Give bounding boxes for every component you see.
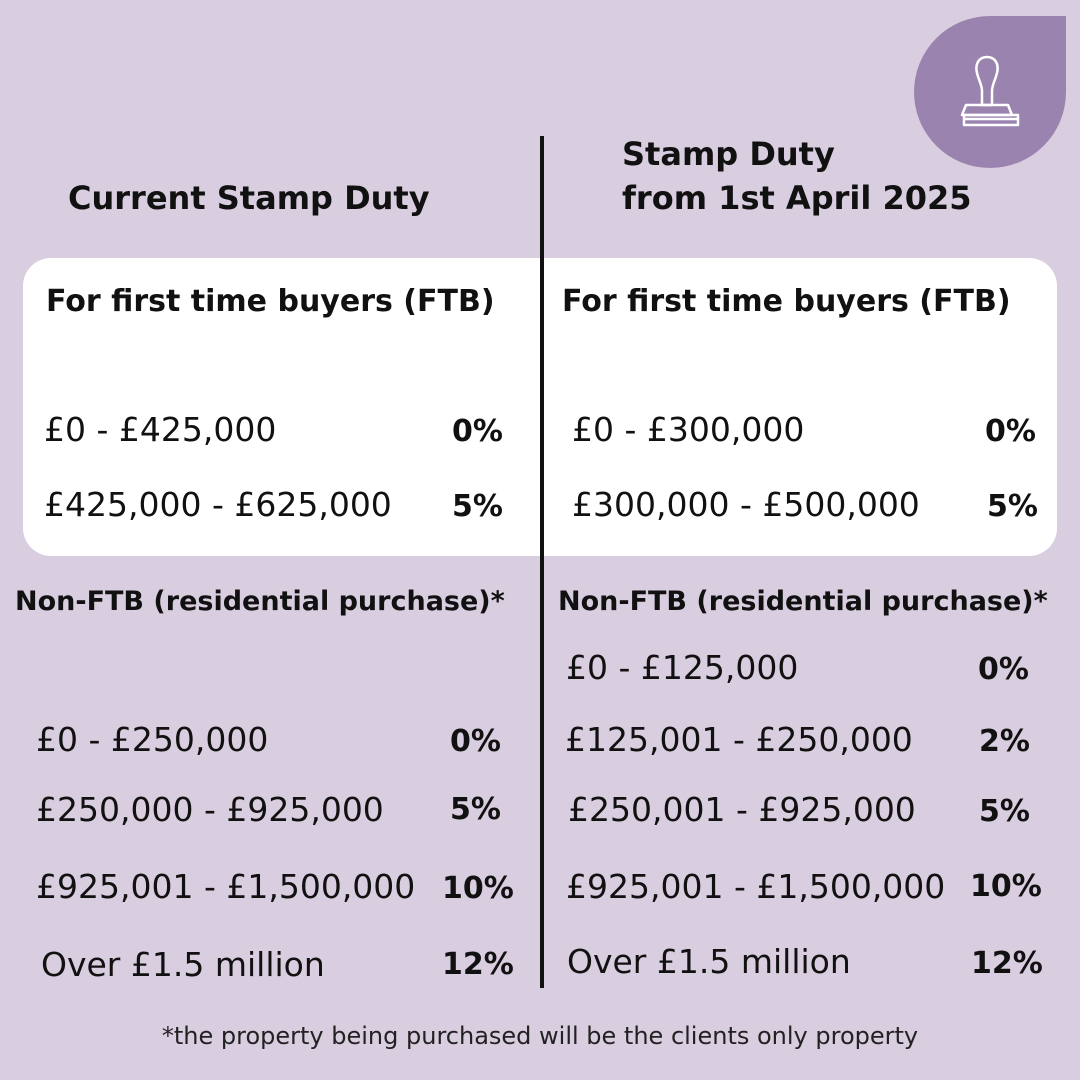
right-nonftb-rate: 2% [979, 724, 1030, 759]
left-ftb-range: £425,000 - £625,000 [44, 485, 392, 524]
right-ftb-range: £0 - £300,000 [572, 410, 805, 449]
right-nonftb-range: £125,001 - £250,000 [565, 720, 913, 759]
left-ftb-rate: 5% [452, 489, 503, 524]
left-nonftb-range: Over £1.5 million [41, 945, 325, 984]
right-ftb-rate: 5% [987, 489, 1038, 524]
column-divider [540, 136, 544, 988]
right-ftb-rate: 0% [985, 414, 1036, 449]
left-nonftb-range: £250,000 - £925,000 [36, 790, 384, 829]
left-nonftb-rate: 0% [450, 724, 501, 759]
right-nonftb-range: Over £1.5 million [567, 942, 851, 981]
current-heading: Current Stamp Duty [68, 179, 430, 217]
right-nonftb-rate: 12% [971, 946, 1043, 981]
right-nonftb-rate: 0% [978, 652, 1029, 687]
new-heading-line2: from 1st April 2025 [622, 179, 972, 217]
left-nonftb-rate: 12% [442, 947, 514, 982]
right-nonftb-title: Non-FTB (residential purchase)* [558, 586, 1048, 617]
left-ftb-range: £0 - £425,000 [44, 410, 277, 449]
left-nonftb-range: £0 - £250,000 [36, 720, 269, 759]
new-heading-line1: Stamp Duty [622, 135, 835, 173]
left-nonftb-title: Non-FTB (residential purchase)* [15, 586, 505, 617]
right-nonftb-rate: 5% [979, 794, 1030, 829]
right-nonftb-range: £0 - £125,000 [566, 648, 799, 687]
right-nonftb-rate: 10% [970, 869, 1042, 904]
footnote: *the property being purchased will be the clients only property [161, 1022, 919, 1050]
left-ftb-title: For first time buyers (FTB) [46, 284, 495, 319]
new-heading [622, 132, 972, 220]
right-ftb-range: £300,000 - £500,000 [572, 485, 920, 524]
left-nonftb-range: £925,001 - £1,500,000 [36, 867, 416, 906]
right-nonftb-range: £925,001 - £1,500,000 [566, 867, 946, 906]
right-ftb-title: For first time buyers (FTB) [562, 284, 1011, 319]
right-nonftb-range: £250,001 - £925,000 [568, 790, 916, 829]
left-ftb-rate: 0% [452, 414, 503, 449]
left-nonftb-rate: 10% [442, 871, 514, 906]
left-nonftb-rate: 5% [450, 792, 501, 827]
